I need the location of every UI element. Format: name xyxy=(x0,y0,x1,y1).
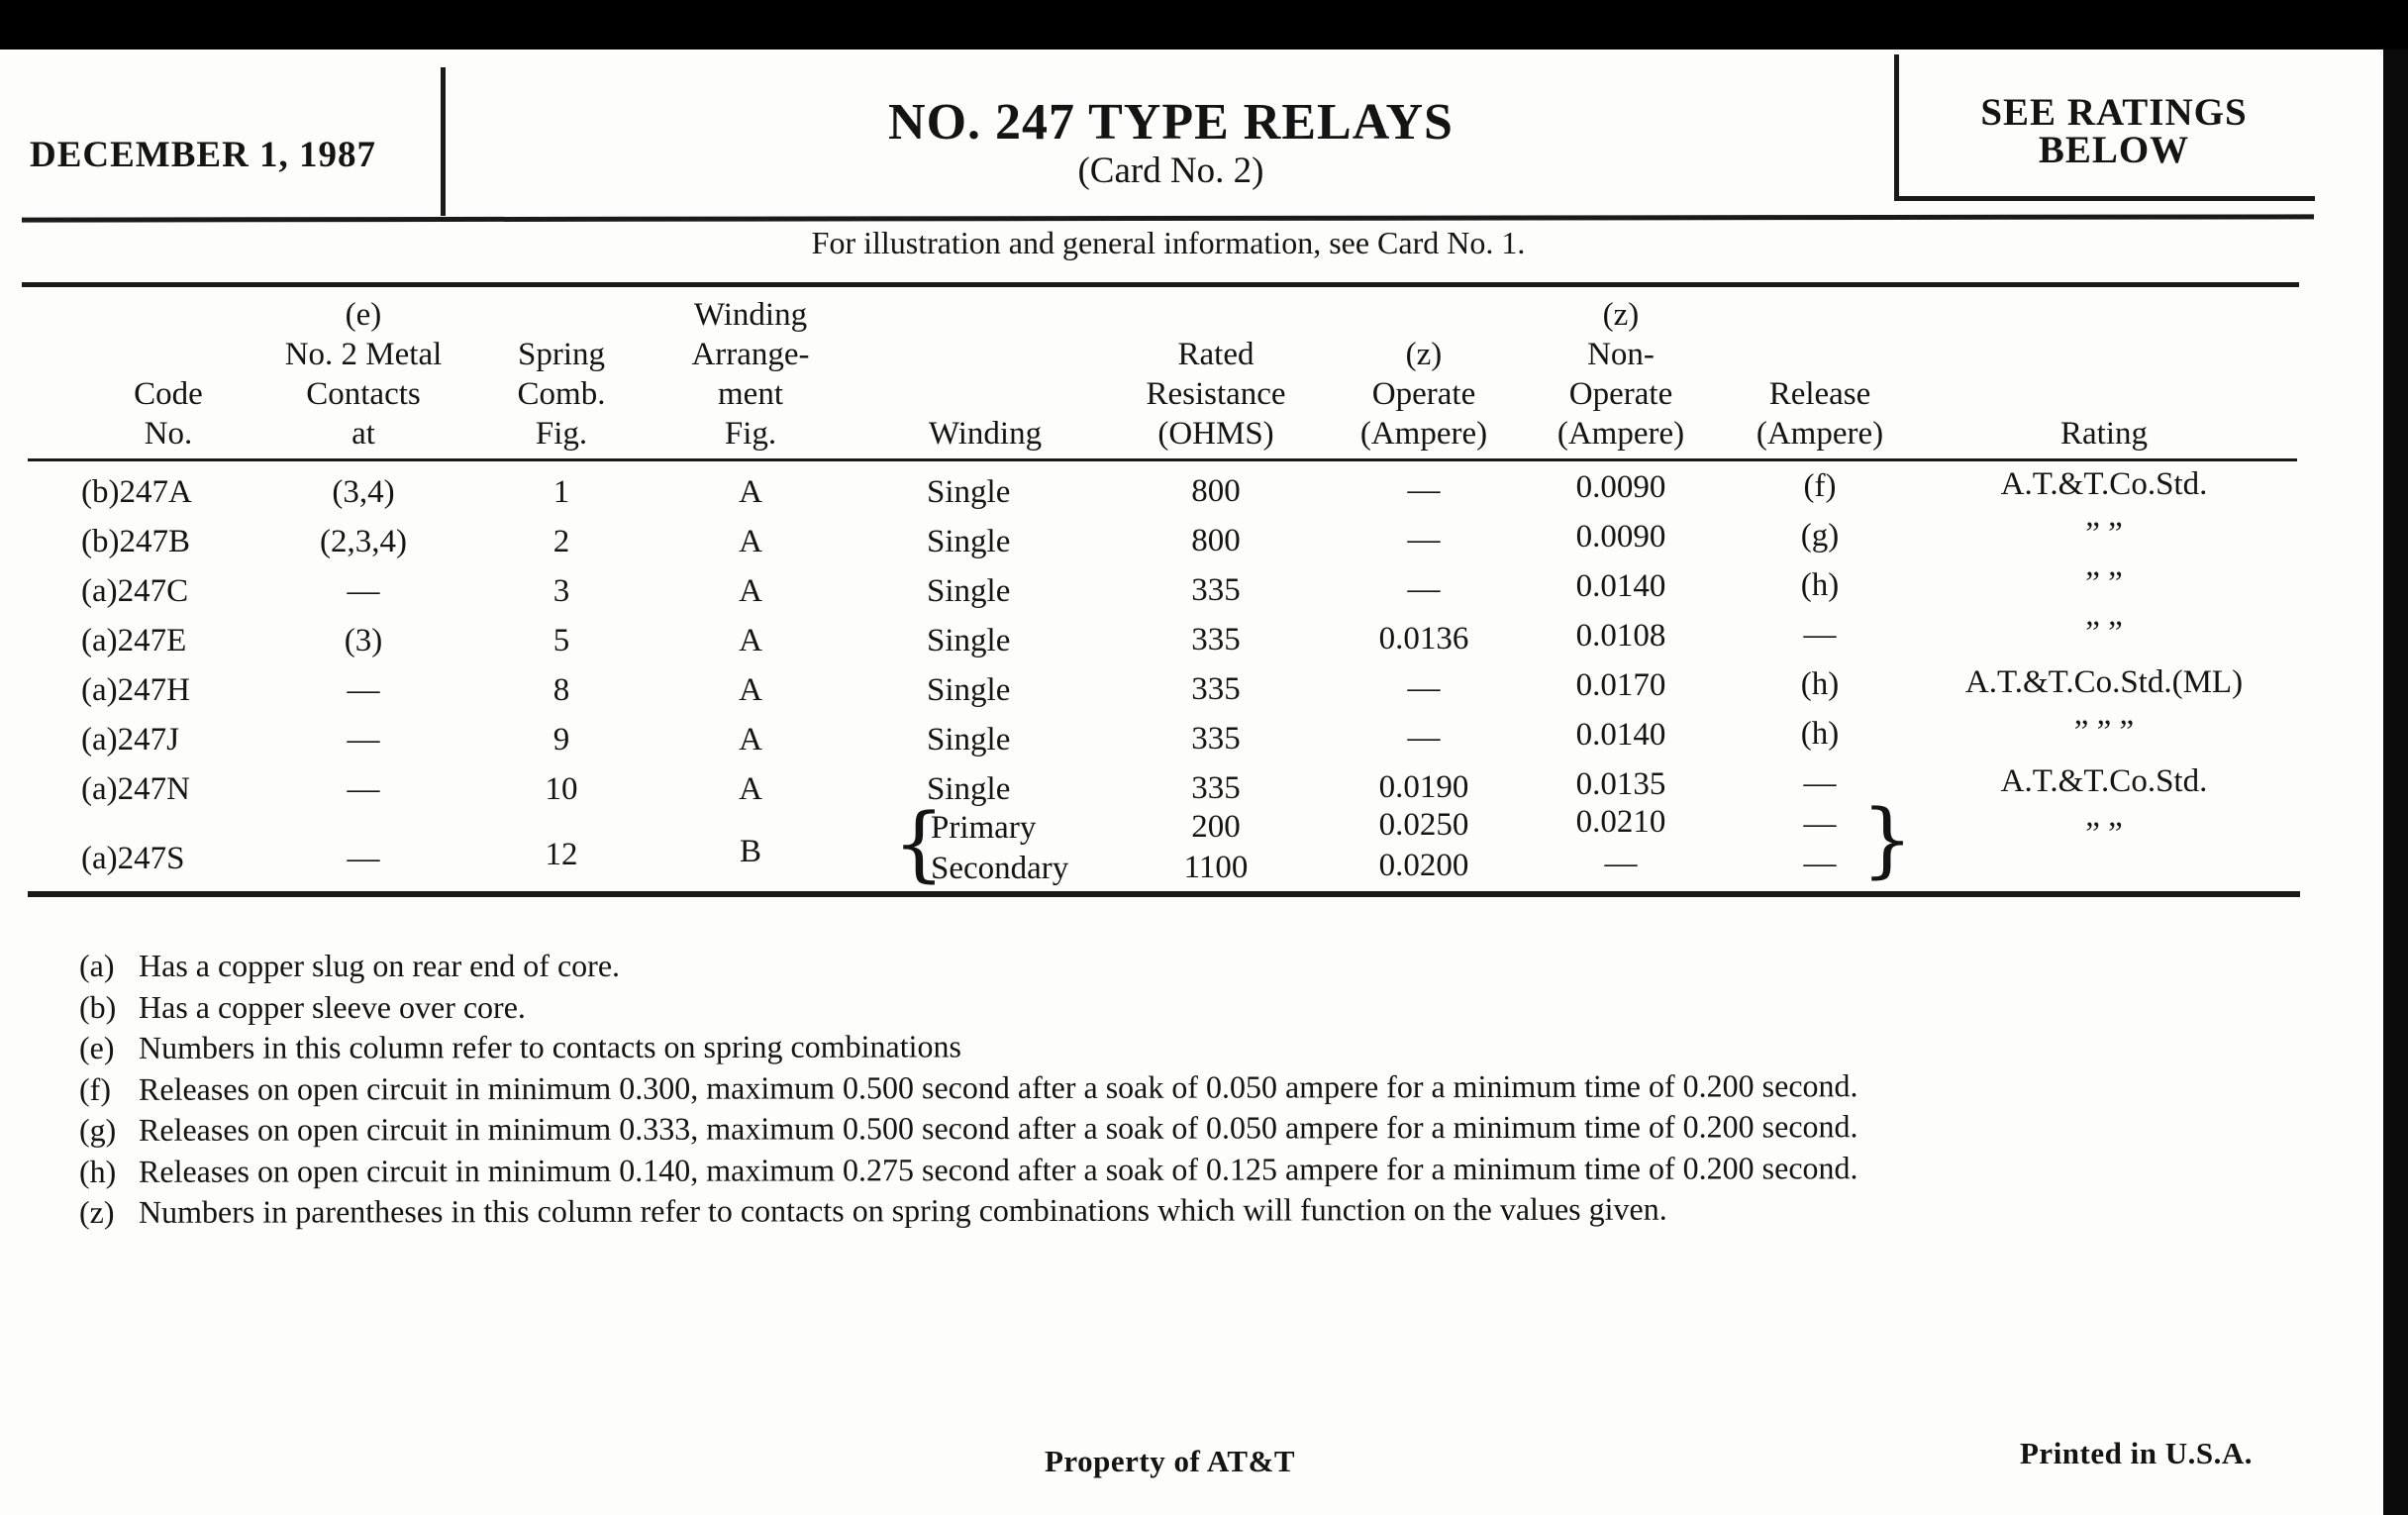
card-title-block xyxy=(451,95,1891,192)
cell-operate: 0.0136 xyxy=(1378,621,1469,656)
cell-rating: A.T.&T.Co.Std. xyxy=(2000,763,2208,799)
column-header-line: Fig. xyxy=(724,416,777,452)
cell-spring: 2 xyxy=(552,524,570,559)
table-top-rule xyxy=(22,282,2299,287)
footnote-label: (f) xyxy=(78,1070,112,1107)
cell-nonoperate: 0.0135 xyxy=(1575,766,1666,802)
column-header-rule xyxy=(28,458,2297,461)
cell-spring: 9 xyxy=(552,722,570,758)
cell-resistance: 800 xyxy=(1191,523,1241,558)
cell-code: (a)247H xyxy=(81,672,190,708)
cell-nonoperate: 0.0140 xyxy=(1575,568,1666,604)
cell-arr: A xyxy=(739,474,762,510)
cell-contacts: — xyxy=(347,573,380,609)
footnote-text: Releases on open circuit in minimum 0.300, maximum 0.500 second after a soak of 0.050 ampere for a minimum time of 0.200 second. xyxy=(138,1067,1858,1107)
footnote-item xyxy=(79,946,620,985)
cell-arr: A xyxy=(739,623,762,658)
cell-arr: A xyxy=(739,771,762,807)
cell-arr: A xyxy=(739,722,762,758)
cell-resistance: 800 xyxy=(1191,473,1241,509)
cell-contacts: — xyxy=(347,771,380,807)
cell-code: (a)247C xyxy=(81,573,189,609)
cell-resistance-secondary: 1100 xyxy=(1183,850,1249,885)
cell-code: (a)247S xyxy=(81,841,185,876)
column-header-line: No. 2 Metal xyxy=(284,337,443,372)
cell-rating: ” ” ” xyxy=(2073,714,2135,750)
cell-winding: Single xyxy=(927,623,1011,658)
cell-nonoperate: 0.0108 xyxy=(1575,618,1666,654)
cell-release-secondary: — xyxy=(1803,846,1837,881)
cell-resistance: 335 xyxy=(1191,572,1241,608)
cell-contacts: (3) xyxy=(344,623,383,658)
left-brace-icon: { xyxy=(893,797,946,891)
column-header-line: Spring xyxy=(517,337,605,372)
cell-nonoperate-primary: 0.0210 xyxy=(1575,804,1666,840)
column-header-line: No. xyxy=(144,416,193,452)
cell-contacts: — xyxy=(347,672,380,708)
cell-release: (h) xyxy=(1800,716,1840,752)
column-header-rating xyxy=(1965,414,2243,454)
cell-resistance: 335 xyxy=(1191,721,1241,757)
cell-rating: ” ” xyxy=(2085,615,2123,651)
cell-spring: 10 xyxy=(545,771,578,807)
footnote-label: (z) xyxy=(78,1193,115,1230)
cell-code: (b)247B xyxy=(81,524,190,559)
printed-label: Printed in U.S.A. xyxy=(2020,1436,2253,1470)
column-header-line: Arrange- xyxy=(691,337,810,372)
cell-spring: 12 xyxy=(545,837,578,872)
cell-operate: 0.0190 xyxy=(1378,769,1469,805)
cell-operate: — xyxy=(1407,522,1441,557)
cell-arr: B xyxy=(739,834,761,869)
cell-operate: — xyxy=(1407,571,1441,607)
footnote-label: (e) xyxy=(78,1029,115,1065)
column-header-line: (Ampere) xyxy=(1359,416,1488,452)
cell-winding: Single xyxy=(927,573,1011,609)
column-header-line: Operate xyxy=(1371,376,1476,412)
cell-spring: 3 xyxy=(552,573,570,609)
footnote-item xyxy=(79,987,526,1027)
footnote-label: (h) xyxy=(78,1153,117,1189)
cell-winding: Single xyxy=(927,672,1011,708)
cell-rating: ” ” xyxy=(2085,516,2123,552)
cell-contacts: (2,3,4) xyxy=(320,524,407,559)
cell-nonoperate-secondary: — xyxy=(1604,846,1638,881)
cell-spring: 1 xyxy=(552,474,570,510)
column-header-line: Winding xyxy=(928,416,1043,452)
card-date: DECEMBER 1, 1987 xyxy=(30,135,377,175)
column-header-line: (OHMS) xyxy=(1157,416,1274,452)
footnote-label: (a) xyxy=(79,948,115,983)
cell-code: (b)247A xyxy=(81,474,192,510)
cell-rating: A.T.&T.Co.Std.(ML) xyxy=(1964,664,2244,700)
column-header-line: (z) xyxy=(1405,337,1443,372)
cell-operate-secondary: 0.0200 xyxy=(1378,848,1469,883)
ratings-note xyxy=(1906,91,2322,171)
cell-winding: Single xyxy=(927,524,1011,559)
cell-spring: 5 xyxy=(552,623,570,658)
column-header-line: (z) xyxy=(1602,297,1640,333)
cell-spring: 8 xyxy=(552,672,570,708)
cell-resistance-primary: 200 xyxy=(1191,809,1241,845)
property-label: Property of AT&T xyxy=(1045,1444,1296,1478)
cell-release: — xyxy=(1803,765,1837,801)
cell-winding: Single xyxy=(927,722,1011,758)
cell-release: — xyxy=(1803,617,1837,653)
card-number: (Card No. 2) xyxy=(1077,151,1264,191)
cell-code: (a)247N xyxy=(81,771,190,807)
footnote-item xyxy=(79,1148,1858,1191)
footnote-text: Numbers in this column refer to contacts on spring combinations xyxy=(138,1028,961,1065)
cell-code: (a)247J xyxy=(81,722,179,758)
cell-contacts: — xyxy=(347,841,380,876)
cell-operate: — xyxy=(1407,472,1441,508)
footnote-label: (b) xyxy=(79,989,117,1025)
card-title: NO. 247 TYPE RELAYS xyxy=(888,94,1454,151)
cell-winding-primary: Primary xyxy=(931,810,1037,846)
cell-operate: — xyxy=(1407,720,1441,756)
cell-code: (a)247E xyxy=(81,623,187,658)
scan-edge xyxy=(2383,50,2408,1515)
column-header-line: Fig. xyxy=(535,416,588,452)
column-header-line: Rated xyxy=(1177,337,1254,372)
cell-release-primary: — xyxy=(1803,806,1837,842)
cell-contacts: (3,4) xyxy=(332,474,395,510)
column-header-line: at xyxy=(351,416,375,452)
right-brace-icon: } xyxy=(1861,793,1914,887)
cell-winding-secondary: Secondary xyxy=(931,851,1069,886)
cell-release: (h) xyxy=(1800,567,1840,603)
cell-winding: Single xyxy=(927,474,1011,510)
column-header-line: Winding xyxy=(693,297,808,333)
cell-release: (f) xyxy=(1803,468,1837,504)
cell-nonoperate: 0.0090 xyxy=(1575,469,1666,505)
column-header-line: Comb. xyxy=(517,376,606,412)
cell-rating: ” ” xyxy=(2085,565,2123,601)
cell-nonoperate: 0.0090 xyxy=(1575,519,1666,555)
column-header-line: (Ampere) xyxy=(1756,416,1884,452)
cell-resistance: 335 xyxy=(1191,770,1241,806)
footnote-text: Releases on open circuit in minimum 0.140, maximum 0.275 second after a soak of 0.125 ampere for a minimum time of 0.200 second. xyxy=(138,1150,1858,1189)
column-header-release xyxy=(1681,374,1958,454)
cell-rating: A.T.&T.Co.Std. xyxy=(2000,466,2208,502)
header-rule-right xyxy=(1894,196,2315,201)
footnote-item xyxy=(79,1026,961,1067)
footnote-text: Numbers in parentheses in this column refer to contacts on spring combinations which will function on the values given. xyxy=(138,1190,1667,1230)
column-header-line: (e) xyxy=(345,297,382,333)
footnote-item xyxy=(79,1065,1858,1109)
cell-release: (g) xyxy=(1800,518,1840,554)
column-header-line: Resistance xyxy=(1146,376,1286,412)
cell-nonoperate: 0.0170 xyxy=(1575,667,1666,703)
cell-release: (h) xyxy=(1800,666,1840,702)
footnote-text: Has a copper sleeve over core. xyxy=(139,989,526,1025)
cell-resistance: 335 xyxy=(1191,671,1241,707)
cell-rating: ” ” xyxy=(2085,816,2123,852)
cell-operate-primary: 0.0250 xyxy=(1378,807,1469,843)
header-divider-left xyxy=(441,67,446,216)
ratings-line-2: BELOW xyxy=(2038,129,2190,171)
cell-arr: A xyxy=(739,672,762,708)
column-header-line: Rating xyxy=(2060,416,2148,452)
column-header-line: Non- xyxy=(1587,337,1655,372)
column-header-line: ment xyxy=(718,376,783,412)
cell-arr: A xyxy=(739,524,762,559)
cell-operate: — xyxy=(1407,670,1441,706)
ratings-line-1: SEE RATINGS xyxy=(1980,91,2248,134)
footnote-label: (g) xyxy=(78,1111,117,1148)
footnote-text: Has a copper slug on rear end of core. xyxy=(139,948,621,983)
footnote-item xyxy=(79,1189,1667,1232)
cell-nonoperate: 0.0140 xyxy=(1575,717,1666,753)
column-header-line: Contacts xyxy=(306,376,421,412)
column-header-line: (Ampere) xyxy=(1556,416,1685,452)
footnote-item xyxy=(79,1106,1858,1150)
footnote-text: Releases on open circuit in minimum 0.333, maximum 0.500 second after a soak of 0.050 ampere for a minimum time of 0.200 second. xyxy=(138,1108,1858,1148)
subtitle: For illustration and general information, see Card No. 1. xyxy=(811,225,1526,260)
table-bottom-rule xyxy=(28,891,2300,897)
column-header-line: Code xyxy=(134,376,203,412)
cell-contacts: — xyxy=(347,722,380,758)
cell-winding: Single xyxy=(927,771,1011,807)
header-divider-right xyxy=(1894,54,1899,201)
cell-arr: A xyxy=(739,573,762,609)
column-header-line: Release xyxy=(1768,376,1871,412)
cell-resistance: 335 xyxy=(1191,622,1241,657)
column-header-line: Operate xyxy=(1568,376,1673,412)
